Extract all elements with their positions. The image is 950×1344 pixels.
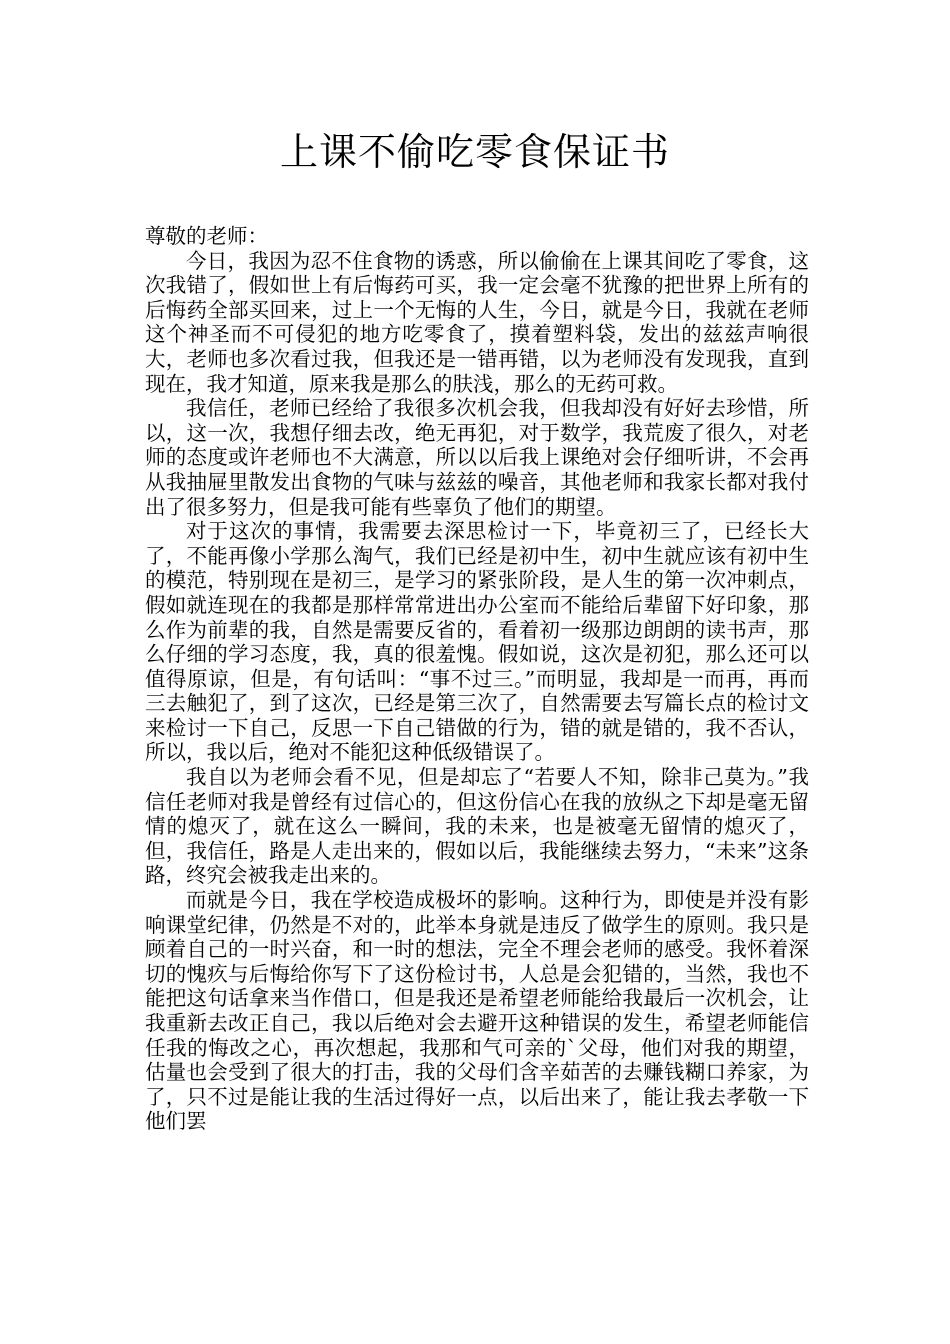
- paragraph: 而就是今日，我在学校造成极坏的影响。这种行为，即使是并没有影响课堂纪律，仍然是不对的，此举本身就是违反了做学生的原则。我只是顾着自己的一时兴奋，和一时的想法，完全不理会老师的感受。我怀着深切的愧疚与后悔给你写下了这份检讨书，人总是会犯错的，当然，我也不能把这句话拿来当作借口，但是我还是希望老师能给我最后一次机会，让我重新去改正自己，我以后绝对会去避开这种错误的发生，希望老师能信任我的悔改之心，再次想起，我那和气可亲的`父母，他们对我的期望，估量也会受到了很大的打击，我的父母们含辛茹苦的去赚钱糊口养家，为了，只不过是能让我的生活过得好一点，以后出来了，能让我去孝敬一下他们罢: [145, 888, 809, 1134]
- paragraph: 今日，我因为忍不住食物的诱惑，所以偷偷在上课其间吃了零食，这次我错了，假如世上有后悔药可买，我一定会毫不犹豫的把世界上所有的后悔药全部买回来，过上一个无悔的人生，今日，就是今日，我就在老师这个神圣而不可侵犯的地方吃零食了，摸着塑料袋，发出的兹兹声响很大，老师也多次看过我，但我还是一错再错，以为老师没有发现我，直到现在，我才知道，原来我是那么的肤浅，那么的无药可救。: [145, 248, 809, 396]
- paragraph: 对于这次的事情，我需要去深思检讨一下，毕竟初三了，已经长大了，不能再像小学那么淘气，我们已经是初中生，初中生就应该有初中生的模范，特别现在是初三，是学习的紧张阶段，是人生的第一次冲刺点，假如就连现在的我都是那样常常进出办公室而不能给后辈留下好印象，那么作为前辈的我，自然是需要反省的，看着初一级那边朗朗的读书声，那么仔细的学习态度，我，真的很羞愧。假如说，这次是初犯，那么还可以值得原谅，但是，有句话叫：“事不过三。”而明显，我却是一而再，再而三去触犯了，到了这次，已经是第三次了，自然需要去写篇长点的检讨文来检讨一下自己，反思一下自己错做的行为，错的就是错的，我不否认，所以，我以后，绝对不能犯这种低级错误了。: [145, 519, 809, 765]
- document-body: [145, 224, 809, 1134]
- salutation: 尊敬的老师：: [145, 224, 268, 248]
- paragraph: 我自以为老师会看不见，但是却忘了“若要人不知，除非己莫为。”我信任老师对我是曾经有过信心的，但这份信心在我的放纵之下却是毫无留情的熄灭了，就在这么一瞬间，我的未来，也是被毫无留情的熄灭了，但，我信任，路是人走出来的，假如以后，我能继续去努力，“未来”这条路，终究会被我走出来的。: [145, 765, 809, 888]
- paragraph: 我信任，老师已经给了我很多次机会我，但我却没有好好去珍惜，所以，这一次，我想仔细去改，绝无再犯，对于数学，我荒废了很久，对老师的态度或许老师也不大满意，所以以后我上课绝对会仔细听讲，不会再从我抽屉里散发出食物的气味与兹兹的噪音，其他老师和我家长都对我付出了很多努力，但是我可能有些辜负了他们的期望。: [145, 396, 809, 519]
- document-title: 上课不偷吃零食保证书: [279, 130, 670, 174]
